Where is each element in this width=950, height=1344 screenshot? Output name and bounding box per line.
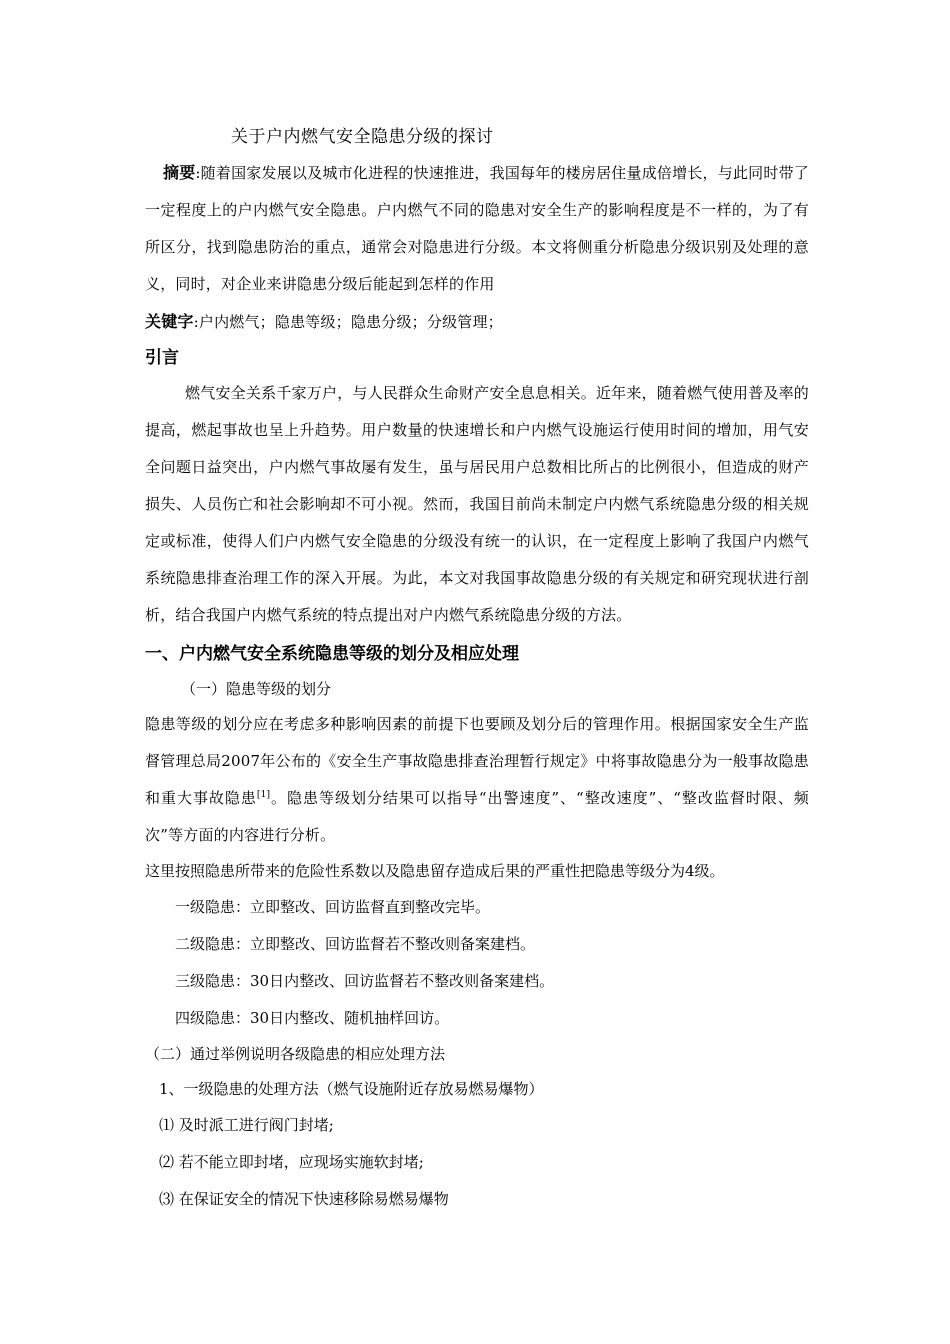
document-title: 关于户内燃气安全隐患分级的探讨 bbox=[231, 127, 494, 147]
citation-ref: [1] bbox=[256, 790, 271, 800]
section1-sub2-heading: （二）通过举例说明各级隐患的相应处理方法 bbox=[145, 1045, 446, 1063]
step-item-2: ⑵ 若不能立即封堵，应现场实施软封堵; bbox=[159, 1153, 424, 1171]
keywords-label: 关键字 bbox=[145, 312, 194, 331]
intro-heading: 引言 bbox=[145, 348, 179, 368]
document-page bbox=[145, 120, 809, 1218]
level-item-3: 三级隐患：30日内整改、回访监督若不整改则备案建档。 bbox=[175, 972, 555, 990]
section1-para1-text-a: 隐患等级的划分应在考虑多种影响因素的前提下也要顾及划分后的管理作用。根据国家安全生产监督管理总局2007年公布的《安全生产事故隐患排查治理暂行规定》中将事故隐患分为一般事故隐患和重大事故隐患 bbox=[145, 715, 809, 807]
abstract-label: 摘要 bbox=[163, 163, 196, 182]
section1-para1-text-b: 。隐患等级划分结果可以指导“出警速度”、“整改速度”、“整改监督时限、频次”等方面的内容进行分析。 bbox=[145, 789, 809, 844]
intro-paragraph: 燃气安全关系千家万户，与人民群众生命财产安全息息相关。近年来，随着燃气使用普及率的提高，燃起事故也呈上升趋势。用户数量的快速增长和户内燃气设施运行使用时间的增加，用气安全问题日益突出，户内燃气事故屡有发生，虽与居民用户总数相比所占的比例很小，但造成的财产损失、人员伤亡和社会影响却不可小视。然而，我国目前尚未制定户内燃气系统隐患分级的相关规定或标准，使得人们户内燃气安全隐患的分级没有统一的认识，在一定程度上影响了我国户内燃气系统隐患排查治理工作的深入开展。为此，本文对我国事故隐患分级的有关规定和研究现状进行剖析，结合我国户内燃气系统的特点提出对户内燃气系统隐患分级的方法。 bbox=[145, 384, 809, 624]
abstract-paragraph bbox=[145, 154, 809, 303]
level-item-2: 二级隐患：立即整改、回访监督若不整改则备案建档。 bbox=[175, 935, 536, 953]
keywords-paragraph bbox=[145, 303, 809, 341]
section1-para2: 这里按照隐患所带来的危险性系数以及隐患留存造成后果的严重性把隐患等级分为4级。 bbox=[145, 862, 725, 880]
abstract-text: :随着国家发展以及城市化进程的快速推进，我国每年的楼房居住量成倍增长，与此同时带了一定程度上的户内燃气安全隐患。户内燃气不同的隐患对安全生产的影响程度是不一样的，为了有所区分，找到隐患防治的重点，通常会对隐患进行分级。本文将侧重分析隐患分级识别及处理的意义，同时，对企业来讲隐患分级后能起到怎样的作用 bbox=[145, 164, 809, 293]
section1-sub1-heading: （一）隐患等级的划分 bbox=[181, 680, 332, 698]
section1-sub2-item1: 1、一级隐患的处理方法（燃气设施附近存放易燃易爆物） bbox=[159, 1080, 544, 1098]
section1-heading: 一、户内燃气安全系统隐患等级的划分及相应处理 bbox=[145, 644, 519, 664]
level-item-4: 四级隐患：30日内整改、随机抽样回访。 bbox=[175, 1009, 450, 1027]
step-item-3: ⑶ 在保证安全的情况下快速移除易燃易爆物 bbox=[159, 1190, 449, 1208]
step-item-1: ⑴ 及时派工进行阀门封堵; bbox=[159, 1116, 334, 1134]
section1-para1 bbox=[145, 706, 809, 854]
keywords-text: :户内燃气；隐患等级；隐患分级；分级管理； bbox=[193, 313, 503, 331]
level-item-1: 一级隐患：立即整改、回访监督直到整改完毕。 bbox=[175, 898, 491, 916]
